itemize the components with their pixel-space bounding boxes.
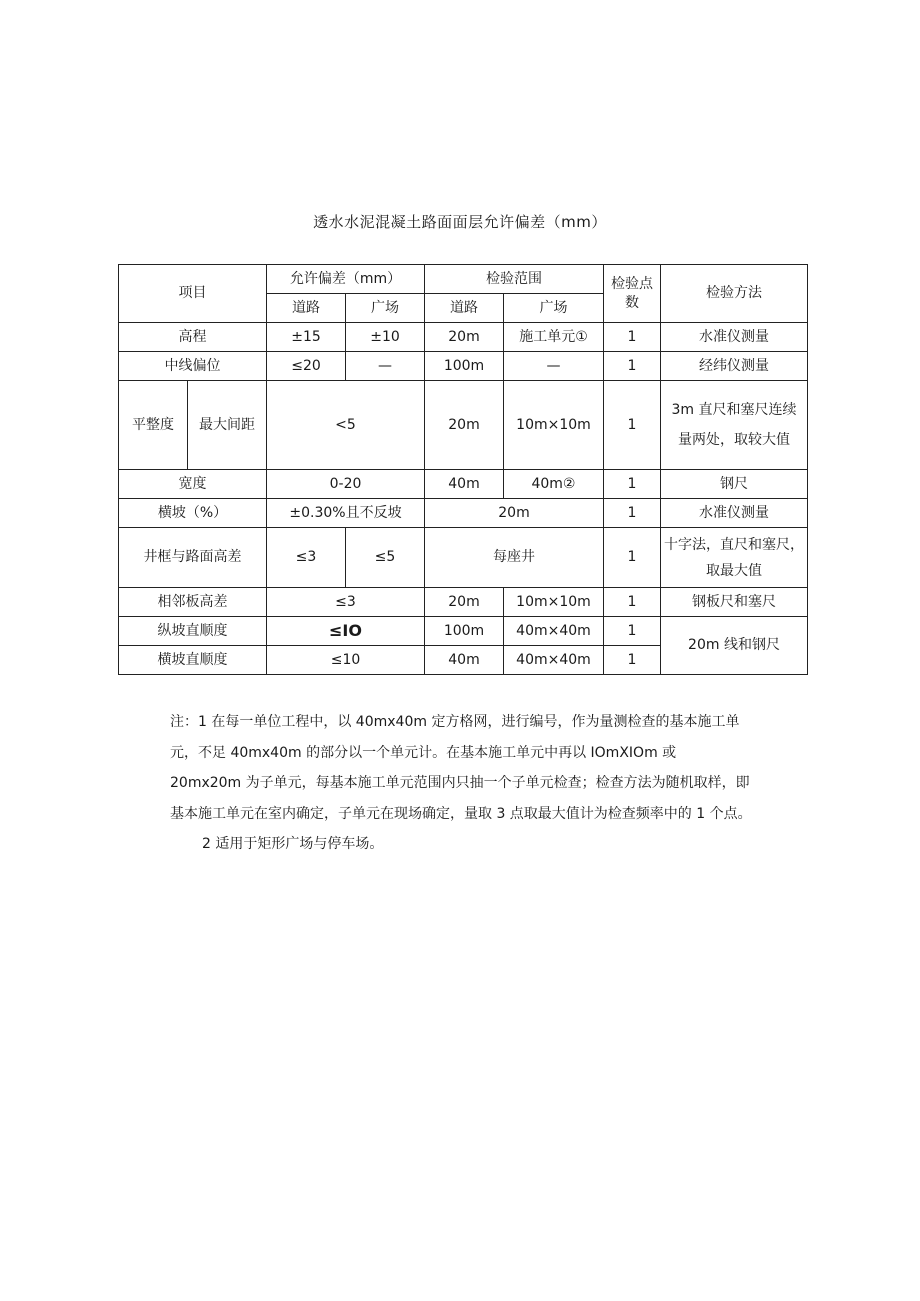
row-item: 平整度 — [119, 381, 188, 470]
row-tol-square: ≤5 — [346, 528, 425, 588]
row-range-square: 10m×10m — [504, 381, 604, 470]
row-item: 横坡（%） — [119, 499, 267, 528]
row-item: 横坡直顺度 — [119, 646, 267, 675]
row-method-shared: 20m 线和钢尺 — [661, 617, 808, 675]
row-range-square: 10m×10m — [504, 588, 604, 617]
note-line: 2 适用于矩形广场与停车场。 — [202, 836, 384, 852]
row-range: 20m — [425, 499, 604, 528]
note-line: 基本施工单元在室内确定，子单元在现场确定，量取 3 点取最大值计为检查频率中的 1 个点。 — [170, 805, 752, 822]
row-points: 1 — [604, 528, 661, 588]
row-range-road: 40m — [425, 646, 504, 675]
row-method: 水准仪测量 — [661, 323, 808, 352]
row-points: 1 — [604, 617, 661, 646]
notes — [170, 707, 810, 860]
header-points: 检验点数 — [604, 265, 661, 323]
row-item: 中线偏位 — [119, 352, 267, 381]
row-range-road: 20m — [425, 588, 504, 617]
row-points: 1 — [604, 470, 661, 499]
row-range-square: — — [504, 352, 604, 381]
table-row — [119, 470, 808, 499]
header-tol-road: 道路 — [267, 294, 346, 323]
row-tolerance: 0-20 — [267, 470, 425, 499]
table-row — [119, 528, 808, 588]
row-range-road: 40m — [425, 470, 504, 499]
row-range-road: 100m — [425, 617, 504, 646]
header-tolerance: 允许偏差（mm） — [267, 265, 425, 294]
table-row — [119, 617, 808, 646]
table-row — [119, 499, 808, 528]
row-method: 3m 直尺和塞尺连续量两处，取较大值 — [661, 381, 808, 470]
row-tol-square: ±10 — [346, 323, 425, 352]
header-row-1 — [119, 265, 808, 294]
row-item: 高程 — [119, 323, 267, 352]
row-range-road: 20m — [425, 381, 504, 470]
row-item: 纵坡直顺度 — [119, 617, 267, 646]
row-item: 宽度 — [119, 470, 267, 499]
row-range: 每座井 — [425, 528, 604, 588]
note-line: 20mx20m 为子单元，每基本施工单元范围内只抽一个子单元检查；检查方法为随机取样，即 — [170, 775, 750, 791]
tolerance-table — [118, 264, 808, 675]
row-points: 1 — [604, 381, 661, 470]
table-row — [119, 588, 808, 617]
row-method: 钢板尺和塞尺 — [661, 588, 808, 617]
table-row — [119, 381, 808, 470]
header-item: 项目 — [119, 265, 267, 323]
header-method: 检验方法 — [661, 265, 808, 323]
note-line: 注：1 在每一单位工程中，以 40mx40m 定方格网，进行编号，作为量测检查的基本施工单 — [170, 714, 740, 730]
row-tolerance: ≤3 — [267, 588, 425, 617]
row-tol-road: ≤3 — [267, 528, 346, 588]
row-points: 1 — [604, 499, 661, 528]
row-tolerance: ≤IO — [267, 617, 425, 646]
row-method: 十字法，直尺和塞尺，取最大值 — [661, 528, 808, 588]
row-points: 1 — [604, 352, 661, 381]
row-range-square: 40m×40m — [504, 617, 604, 646]
row-method: 钢尺 — [661, 470, 808, 499]
table-title: 透水水泥混凝土路面面层允许偏差（mm） — [313, 213, 607, 231]
table-row — [119, 323, 808, 352]
table-row — [119, 352, 808, 381]
header-range-square: 广场 — [504, 294, 604, 323]
row-sub-item: 最大间距 — [188, 381, 267, 470]
row-tol-square: — — [346, 352, 425, 381]
row-range-square: 40m×40m — [504, 646, 604, 675]
row-tolerance: ≤10 — [267, 646, 425, 675]
row-tol-road: ≤20 — [267, 352, 346, 381]
row-method: 经纬仪测量 — [661, 352, 808, 381]
note-line: 元，不足 40mx40m 的部分以一个单元计。在基本施工单元中再以 IOmXIOm 或 — [170, 744, 677, 761]
row-range-square: 40m② — [504, 470, 604, 499]
header-range: 检验范围 — [425, 265, 604, 294]
header-range-road: 道路 — [425, 294, 504, 323]
row-range-road: 20m — [425, 323, 504, 352]
row-range-square: 施工单元① — [504, 323, 604, 352]
row-method: 水准仪测量 — [661, 499, 808, 528]
row-item: 相邻板高差 — [119, 588, 267, 617]
row-points: 1 — [604, 646, 661, 675]
row-tolerance: ±0.30%且不反坡 — [267, 499, 425, 528]
header-tol-square: 广场 — [346, 294, 425, 323]
row-tolerance: <5 — [267, 381, 425, 470]
row-tol-road: ±15 — [267, 323, 346, 352]
row-points: 1 — [604, 588, 661, 617]
row-range-road: 100m — [425, 352, 504, 381]
row-points: 1 — [604, 323, 661, 352]
row-item: 井框与路面高差 — [119, 528, 267, 588]
